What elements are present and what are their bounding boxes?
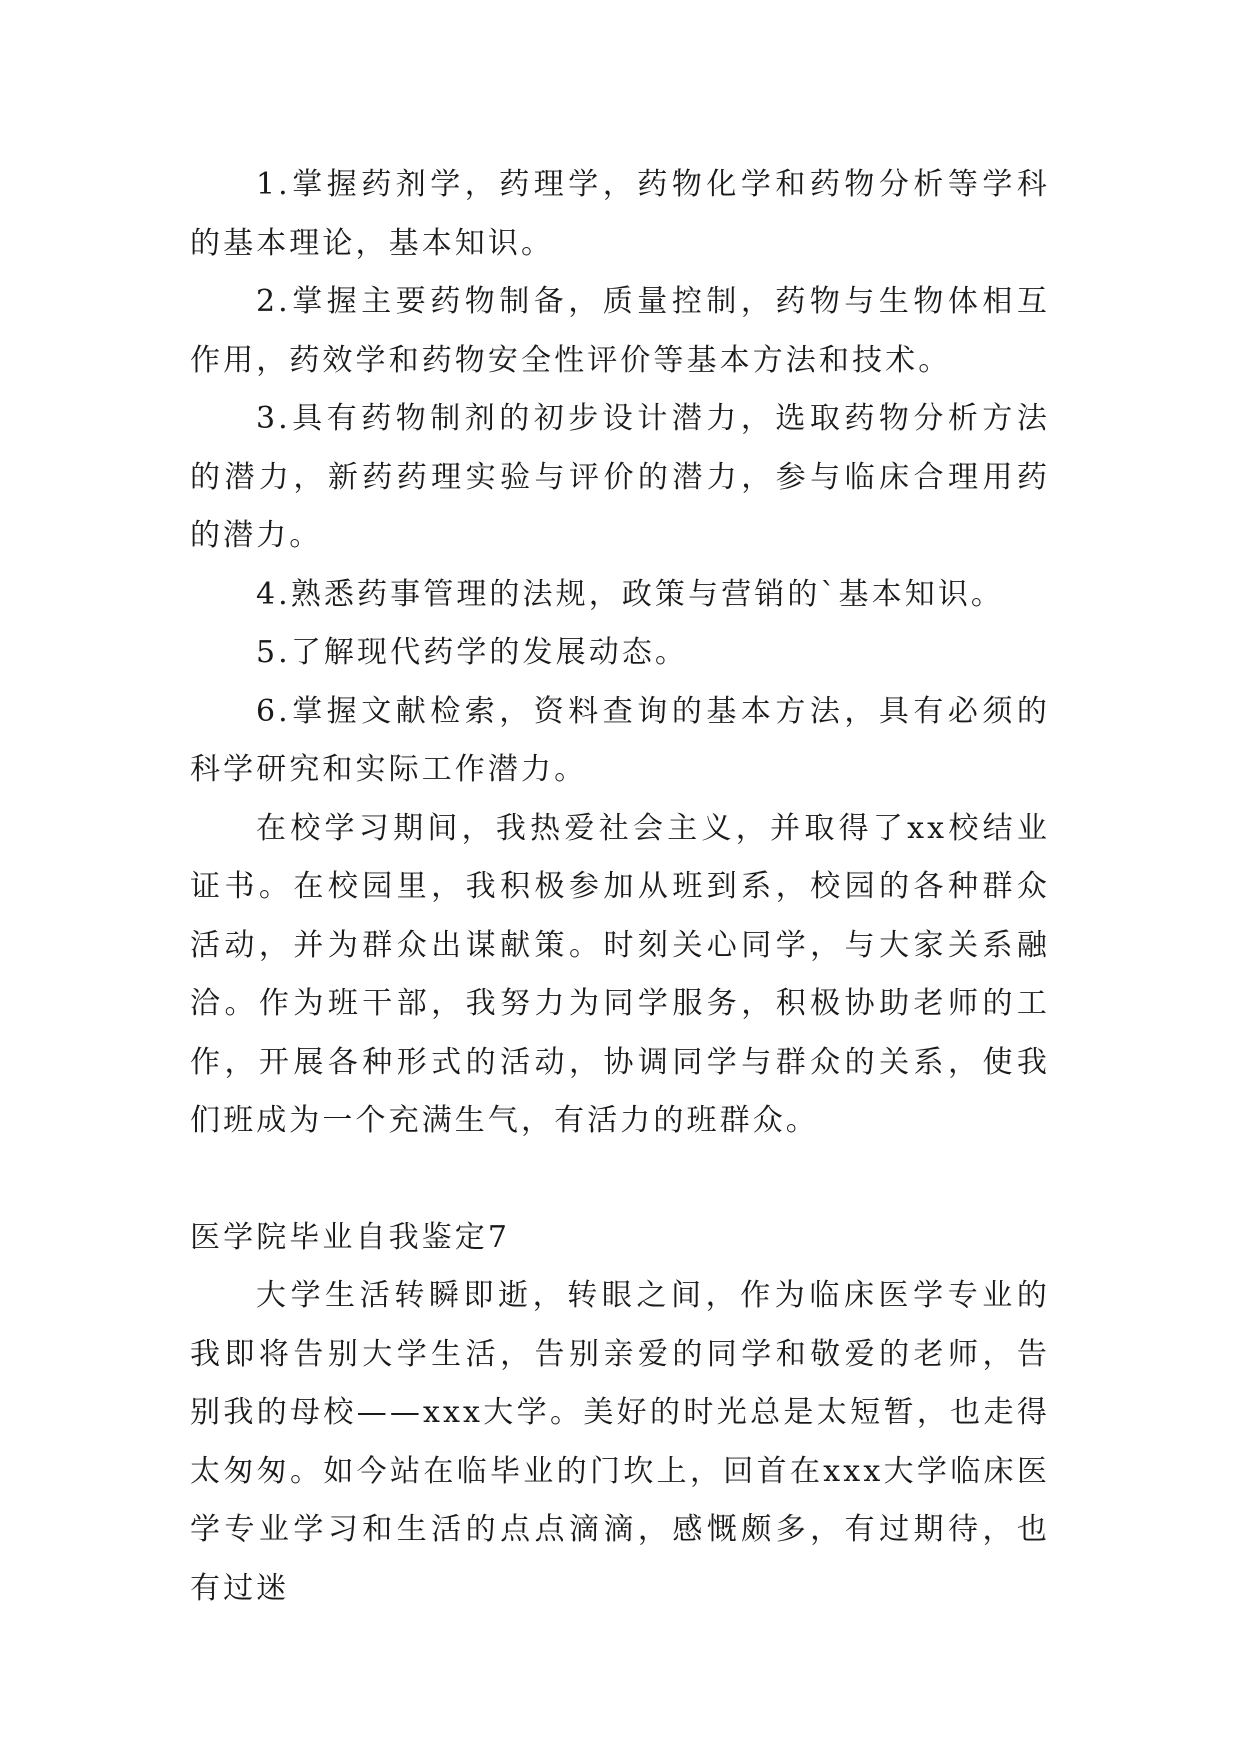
paragraph-item-4: 4.熟悉药事管理的法规，政策与营销的`基本知识。 <box>256 576 1005 612</box>
section-heading: 医学院毕业自我鉴定7 <box>190 1219 511 1255</box>
paragraph-item-6: 6.掌握文献检索，资料查询的基本方法，具有必须的科学研究和实际工作潜力。 <box>190 693 1050 787</box>
paragraph-item-3: 3.具有药物制剂的初步设计潜力，选取药物分析方法的潜力，新药药理实验与评价的潜力，参与临床合理用药的潜力。 <box>190 401 1050 553</box>
paragraph-school-life: 在校学习期间，我热爱社会主义，并取得了xx校结业证书。在校园里，我积极参加从班到系，校园的各种群众活动，并为群众出谋献策。时刻关心同学，与大家关系融洽。作为班干部，我努力为同学服务，积极协助老师的工作，开展各种形式的活动，协调同学与群众的关系，使我们班成为一个充满生气，有活力的班群众。 <box>190 810 1050 1138</box>
paragraph-item-1: 1.掌握药剂学，药理学，药物化学和药物分析等学科的基本理论，基本知识。 <box>190 167 1050 261</box>
document-body <box>190 156 1050 1618</box>
paragraph-item-5: 5.了解现代药学的发展动态。 <box>256 635 689 670</box>
paragraph-university-life: 大学生活转瞬即逝，转眼之间，作为临床医学专业的我即将告别大学生活，告别亲爱的同学和敬爱的老师，告别我的母校——xxx大学。美好的时光总是太短暂，也走得太匆匆。如今站在临毕业的门坎上，回首在xxx大学临床医学专业学习和生活的点点滴滴，感慨颇多，有过期待，也有过迷 <box>190 1278 1050 1606</box>
paragraph-item-2: 2.掌握主要药物制备，质量控制，药物与生物体相互作用，药效学和药物安全性评价等基本方法和技术。 <box>190 284 1050 378</box>
